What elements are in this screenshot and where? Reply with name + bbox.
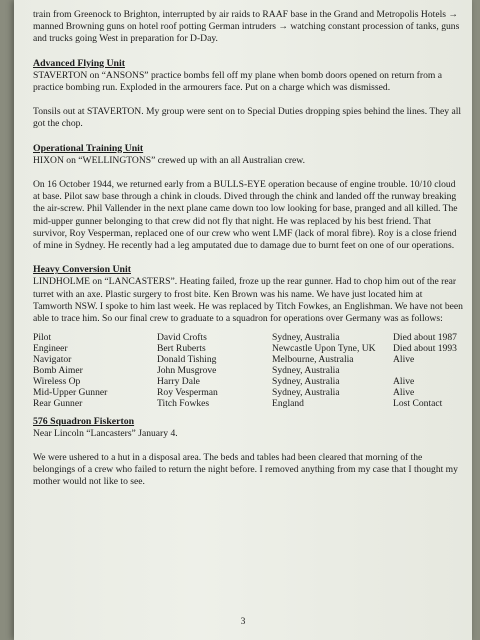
crew-row bbox=[33, 355, 463, 366]
crew-name: Donald Tishing bbox=[157, 354, 217, 366]
heading-operational-training-unit: Operational Training Unit bbox=[33, 142, 144, 154]
crew-place: England bbox=[272, 397, 304, 409]
crew-name: Bert Ruberts bbox=[157, 343, 206, 355]
page-content bbox=[33, 9, 463, 489]
crew-status: Alive bbox=[393, 354, 415, 366]
crew-status: Died about 1987 bbox=[393, 332, 457, 344]
crew-place: Sydney, Australia bbox=[272, 375, 340, 387]
crew-role: Mid-Upper Gunner bbox=[33, 386, 108, 398]
operational-training-paragraph-1: HIXON on “WELLINGTONS” crewed up with an all Australian crew. bbox=[33, 154, 306, 166]
crew-status: Alive bbox=[393, 386, 415, 398]
crew-name: John Musgrove bbox=[157, 364, 217, 376]
crew-row bbox=[33, 388, 463, 399]
crew-place: Sydney, Australia bbox=[272, 386, 340, 398]
crew-role: Rear Gunner bbox=[33, 397, 83, 409]
crew-table bbox=[33, 333, 463, 409]
advanced-flying-paragraph-1: STAVERTON on “ANSONS” practice bombs fell off my plane when bomb doors opened on return from a practice bombing run. Exploded in the armourers face. Put on a charge which was dismissed. bbox=[33, 69, 442, 94]
crew-status: Lost Contact bbox=[393, 397, 443, 409]
advanced-flying-paragraph-2: Tonsils out at STAVERTON. My group were sent on to Special Duties dropping spies behind the lines. They all got the chop. bbox=[33, 106, 462, 130]
crew-status: Alive bbox=[393, 375, 415, 387]
crew-name: Roy Vesperman bbox=[157, 386, 218, 398]
crew-row bbox=[33, 399, 463, 410]
crew-name: Harry Dale bbox=[157, 375, 200, 387]
intro-paragraph: train from Greenock to Brighton, interrupted by air raids to RAAF base in the Grand and Metropolis Hotels → manned Browning guns on hotel roof potting German intruders → watching constant procession of tanks, guns and trucks going West in preparation for D-Day. bbox=[33, 9, 460, 45]
crew-role: Bomb Aimer bbox=[33, 364, 83, 376]
crew-place: Sydney, Australia bbox=[272, 364, 340, 376]
crew-place: Sydney, Australia bbox=[272, 332, 340, 344]
crew-place: Newcastle Upon Tyne, UK bbox=[272, 343, 376, 355]
crew-name: David Crofts bbox=[157, 332, 207, 344]
heading-advanced-flying-unit: Advanced Flying Unit bbox=[33, 57, 125, 69]
heading-heavy-conversion-unit: Heavy Conversion Unit bbox=[33, 264, 131, 276]
crew-role: Wireless Op bbox=[33, 375, 81, 387]
heavy-conversion-paragraph-1: LINDHOLME on “LANCASTERS”. Heating failed, froze up the rear gunner. Had to chop him out of the rear turret with an axe. Plastic surgery to frost bite. Ken Brown was his name. We have just located him at Tamworth NSW. I spoke to him last week. He was replaced by Titch Fowkes, an Englishman. We have not been able to trace him. So our final crew to graduate to a squadron for operations over Germany was as follows: bbox=[33, 276, 463, 325]
squadron-subline: Near Lincoln “Lancasters” January 4. bbox=[33, 427, 178, 439]
squadron-paragraph-1: We were ushered to a hut in a disposal area. The beds and tables had been cleared that morning of the belongings of a crew who failed to return the night before. I removed anything from my case that I thought my mother would not like to see. bbox=[33, 451, 458, 488]
crew-role: Engineer bbox=[33, 343, 68, 355]
crew-place: Melbourne, Australia bbox=[272, 354, 354, 366]
heading-576-squadron: 576 Squadron Fiskerton bbox=[33, 415, 135, 427]
operational-training-paragraph-2: On 16 October 1944, we returned early from a BULLS-EYE operation because of engine trouble. 10/10 cloud at base. Pilot saw base through a chink in clouds. Dived through the chink and landed off the runway breaking the air-screw. Phil Vallender in the next plane came down too low looking for base, pranged and all killed. The mid-upper gunner belonging to that crew did not fly that night. He was replaced by his best friend. That survivor, Roy Vesperman, replaced one of our crew who went LMF (lack of moral fibre). Roy is a close friend of mine in Sydney. He recently had a leg amputated due to damage due to burnt feet on one of our operations. bbox=[33, 179, 458, 252]
crew-name: Titch Fowkes bbox=[157, 397, 210, 409]
crew-role: Navigator bbox=[33, 354, 72, 366]
crew-status: Died about 1993 bbox=[393, 343, 457, 355]
page-number: 3 bbox=[240, 616, 246, 627]
document-page bbox=[14, 0, 472, 640]
crew-role: Pilot bbox=[33, 332, 52, 344]
